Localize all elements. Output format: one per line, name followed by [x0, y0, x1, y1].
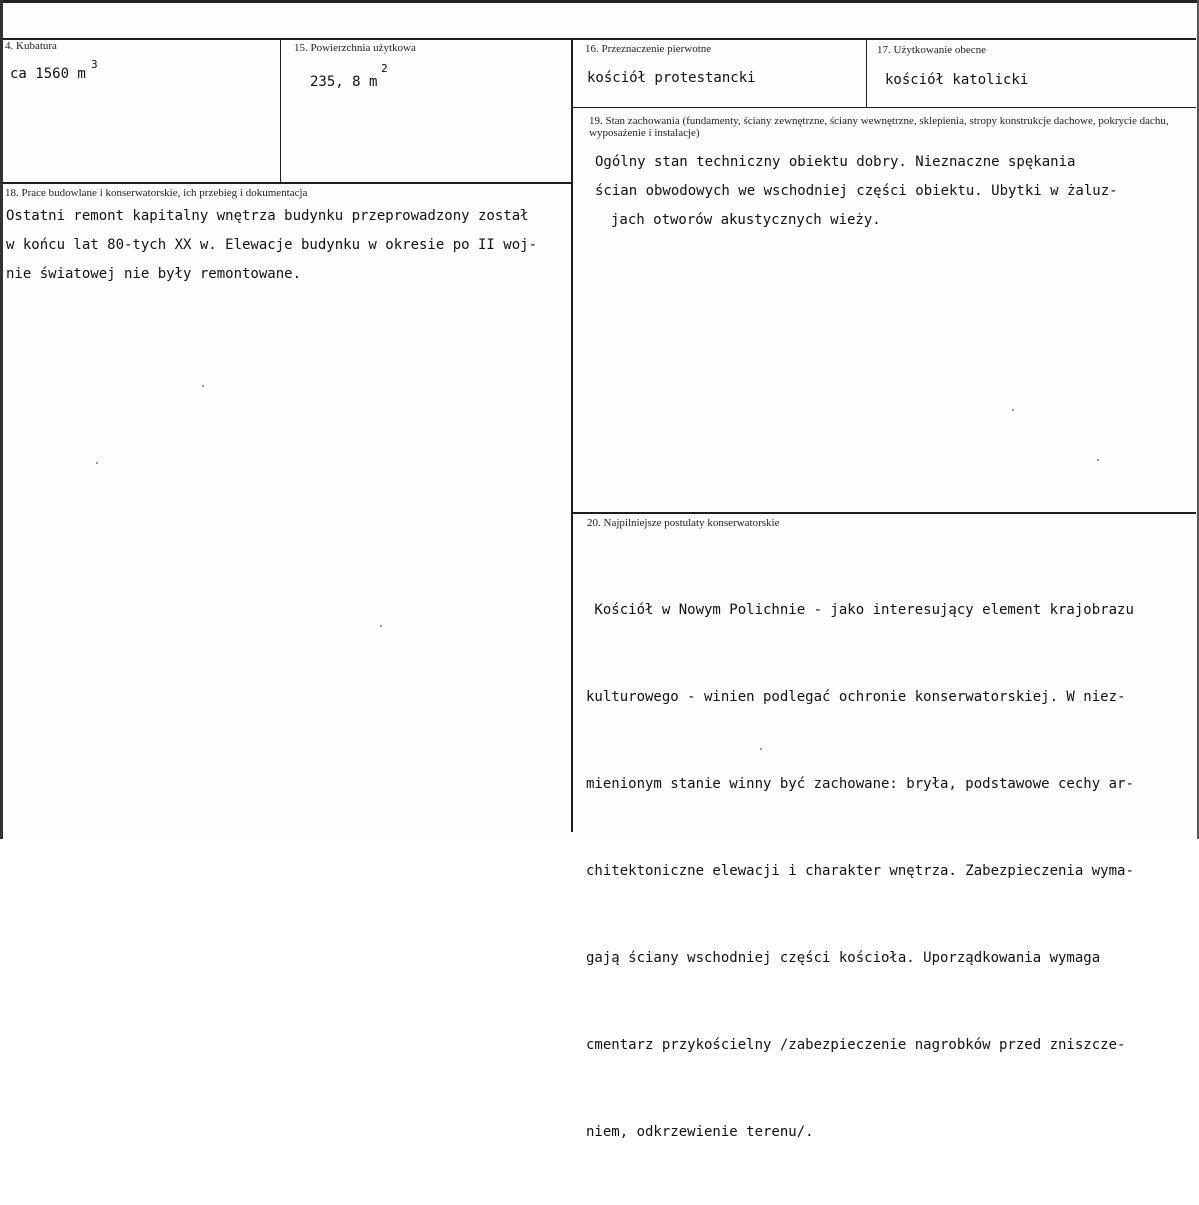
rule-above-20 — [573, 512, 1196, 514]
page-top-edge — [0, 0, 1199, 3]
postulaty-label: 20. Najpilniejsze postulaty konserwatorskie — [587, 517, 780, 529]
stan-line: ścian obwodowych we wschodniej części obiektu. Ubytki w żaluz- — [595, 183, 1118, 199]
postulaty-text — [586, 538, 1134, 1205]
scan-speck — [202, 385, 204, 387]
stan-line: jach otworów akustycznych wieży. — [611, 212, 881, 228]
postulaty-line: gają ściany wschodniej części kościoła. Uporządkowania wymaga — [586, 950, 1101, 966]
kubatura-value: ca 1560 m — [10, 66, 86, 82]
kubatura-label: 4. Kubatura — [5, 40, 57, 52]
postulaty-line: cmentarz przykościelny /zabezpieczenie nagrobków przed zniszcze- — [586, 1037, 1126, 1053]
scan-speck — [380, 625, 382, 627]
prace-label: 18. Prace budowlane i konserwatorskie, ich przebieg i dokumentacja — [5, 187, 308, 199]
scan-speck — [760, 748, 762, 750]
divider-kubatura — [280, 38, 281, 182]
postulaty-line: kulturowego - winien podlegać ochronie konserwatorskiej. W niez- — [586, 689, 1126, 705]
divider-uzytkowanie — [866, 38, 867, 108]
scan-speck — [1012, 409, 1014, 411]
powierzchnia-label: 15. Powierzchnia użytkowa — [294, 42, 416, 54]
divider-center — [571, 38, 573, 832]
prace-line: w końcu lat 80-tych XX w. Elewacje budynku w okresie po II woj- — [6, 237, 538, 253]
prace-line: nie światowej nie były remontowane. — [6, 266, 302, 282]
postulaty-line: mienionym stanie winny być zachowane: bryła, podstawowe cechy ar- — [586, 776, 1134, 792]
powierzchnia-superscript: 2 — [381, 62, 388, 75]
powierzchnia-value: 235, 8 m — [310, 74, 378, 90]
rule-under-16-17 — [573, 107, 1196, 108]
stan-line: Ogólny stan techniczny obiektu dobry. Nieznaczne spękania — [595, 154, 1076, 170]
postulaty-line: chitektoniczne elewacji i charakter wnętrza. Zabezpieczenia wyma- — [586, 863, 1134, 879]
przeznaczenie-value: kościół protestancki — [587, 70, 756, 86]
top-rule — [3, 38, 1196, 40]
uzytkowanie-value: kościół katolicki — [885, 72, 1029, 88]
scan-speck — [96, 462, 98, 464]
prace-text — [6, 202, 537, 289]
page-left-edge — [0, 0, 3, 839]
przeznaczenie-label: 16. Przeznaczenie pierwotne — [585, 43, 712, 55]
stan-text — [595, 148, 1118, 235]
scan-speck — [1097, 459, 1099, 461]
postulaty-line: niem, odkrzewienie terenu/. — [586, 1124, 814, 1140]
prace-line: Ostatni remont kapitalny wnętrza budynku przeprowadzony został — [6, 208, 529, 224]
rule-above-18 — [3, 182, 571, 184]
stan-label: 19. Stan zachowania (fundamenty, ściany zewnętrzne, ściany wewnętrzne, sklepienia, stropy konstrukcje dachowe, pokrycie dachu, wyposażenie i instalacje) — [589, 115, 1169, 139]
postulaty-line: Kościół w Nowym Polichnie - jako interesujący element krajobrazu — [586, 602, 1134, 618]
uzytkowanie-label: 17. Użytkowanie obecne — [877, 44, 987, 56]
kubatura-superscript: 3 — [91, 58, 98, 71]
